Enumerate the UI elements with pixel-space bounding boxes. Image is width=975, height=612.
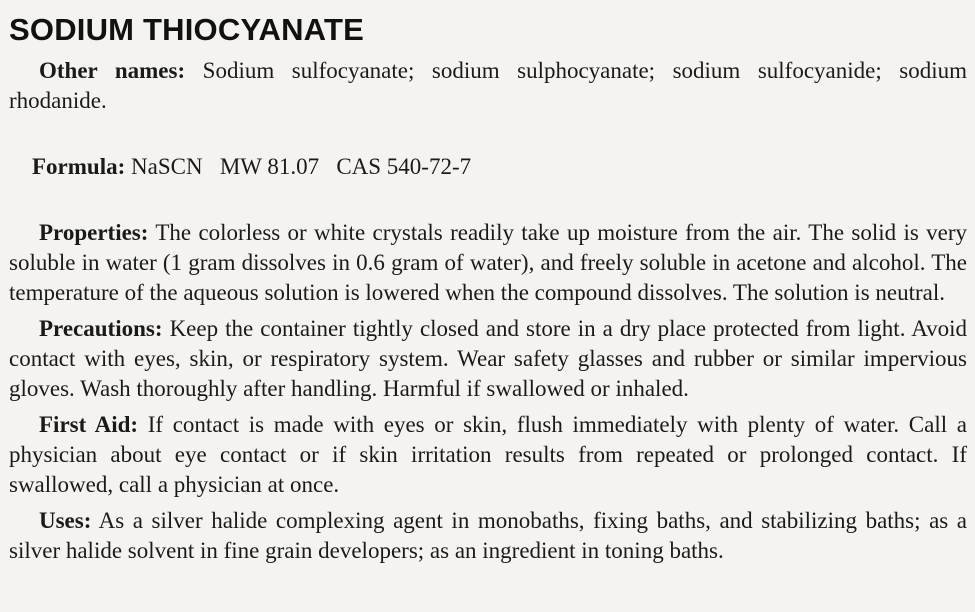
precautions-section xyxy=(9,314,967,404)
page-title: SODIUM THIOCYANATE xyxy=(9,12,364,47)
properties-label: Properties: xyxy=(39,220,149,245)
formula-section xyxy=(9,122,967,212)
precautions-label: Precautions: xyxy=(39,316,163,341)
other-names-text: Sodium sulfocyanate; sodium sulphocyanate; sodium sulfocyanide; sodium rhodanide. xyxy=(9,58,967,113)
first-aid-label: First Aid: xyxy=(39,412,139,437)
uses-text: As a silver halide complexing agent in monobaths, fixing baths, and stabilizing baths; as a silver halide solvent in fine grain developers; as an ingredient in toning baths. xyxy=(9,508,967,563)
other-names-label: Other names: xyxy=(39,58,186,83)
uses-label: Uses: xyxy=(39,508,92,533)
first-aid-text: If contact is made with eyes or skin, flush immediately with plenty of water. Call a physician about eye contact or if skin irritation results from repeated or prolonged contact. If swallowed, call a physician at once. xyxy=(9,412,967,497)
formula-text: NaSCN MW 81.07 CAS 540-72-7 xyxy=(131,154,472,179)
precautions-text: Keep the container tightly closed and store in a dry place protected from light. Avoid contact with eyes, skin, or respiratory system. Wear safety glasses and rubber or similar impervious gloves. Wash thoroughly after handling. Harmful if swallowed or inhaled. xyxy=(9,316,968,401)
uses-section xyxy=(9,506,967,566)
other-names-section xyxy=(9,56,967,116)
first-aid-section xyxy=(9,410,967,500)
properties-section xyxy=(9,218,967,308)
formula-label: Formula: xyxy=(32,154,126,179)
properties-text: The colorless or white crystals readily take up moisture from the air. The solid is very soluble in water (1 gram dissolves in 0.6 gram of water), and freely soluble in acetone and alcohol. The temperature of the aqueous solution is lowered when the compound dissolves. The solution is neutral. xyxy=(9,220,967,305)
